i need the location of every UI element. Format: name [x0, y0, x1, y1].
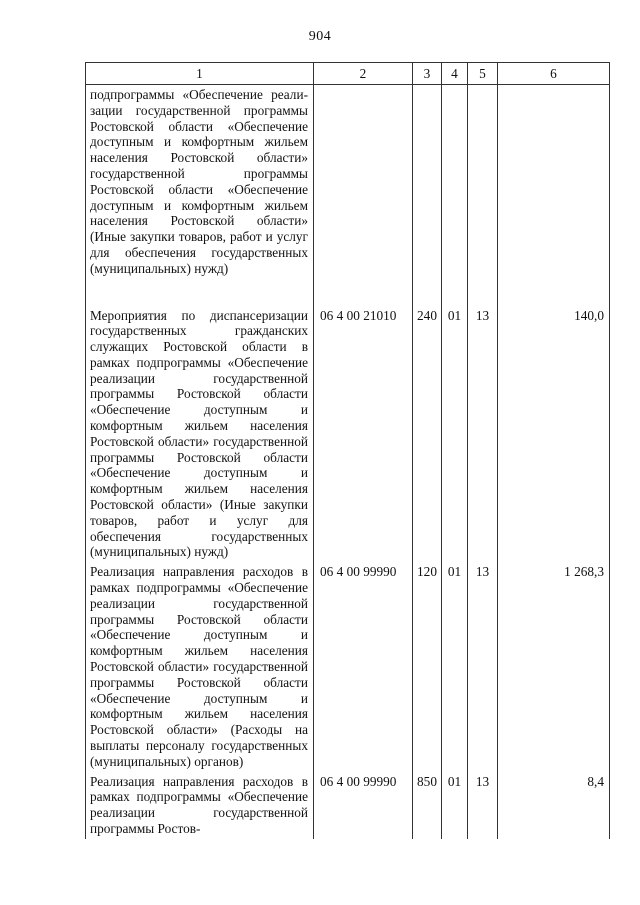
row-amount: 1 268,3: [498, 562, 610, 771]
row-amount: 140,0: [498, 306, 610, 563]
row-section: [442, 85, 468, 306]
column-header-3: 3: [413, 63, 442, 85]
row-description: Мероприятия по диспансеризации государственных гражданских служащих Ростовской области в рамках подпрограммы «Обеспечение реализации государственной программы Ростовской области «Обеспечение доступным и комфортным жильем населения Ростовской области» государственной программы Ростовской области «Обеспечение доступным и комфортным жильем населения Ростовской области» (Иные закупки товаров, работ и услуг для обеспечения государственных (муниципальных) нужд): [86, 306, 314, 563]
row-section: 01: [442, 562, 468, 771]
row-subsection: [468, 85, 498, 306]
column-header-4: 4: [442, 63, 468, 85]
row-description: подпрограммы «Обеспечение реализации государственной программы Ростовской области «Обеспечение доступным и комфортным жильем населения Ростовской области» государственной программы Ростовской области «Обеспечение доступным и комфортным жильем населения Ростовской области» (Иные закупки товаров, работ и услуг для обеспечения государственных (муниципальных) нужд): [86, 85, 314, 306]
page-number: 904: [308, 29, 332, 44]
row-amount: [498, 85, 610, 306]
column-header-6: 6: [498, 63, 610, 85]
column-header-2: 2: [314, 63, 413, 85]
row-expense-type: 850: [413, 772, 442, 839]
row-expense-type: [413, 85, 442, 306]
row-subsection: 13: [468, 562, 498, 771]
row-target-code: 06 4 00 21010: [314, 306, 413, 563]
table-row: [86, 772, 610, 839]
row-subsection: 13: [468, 772, 498, 839]
row-target-code: [314, 85, 413, 306]
row-expense-type: 240: [413, 306, 442, 563]
row-target-code: 06 4 00 99990: [314, 772, 413, 839]
table-body: [86, 85, 610, 839]
budget-table: [85, 62, 610, 839]
row-subsection: 13: [468, 306, 498, 563]
table-row: [86, 306, 610, 563]
column-header-1: 1: [86, 63, 314, 85]
row-target-code: 06 4 00 99990: [314, 562, 413, 771]
row-description: Реализация направления расходов в рамках подпрограммы «Обеспечение реализации государственной программы Ростовской области «Обеспечение доступным и комфортным жильем населения Ростовской области» государственной программы Ростовской области «Обеспечение доступным и комфортным жильем населения Ростовской области» (Расходы на выплаты персоналу государственных (муниципальных) органов): [86, 562, 314, 771]
row-section: 01: [442, 306, 468, 563]
row-expense-type: 120: [413, 562, 442, 771]
table-row: [86, 562, 610, 771]
row-description: Реализация направления расходов в рамках подпрограммы «Обеспечение реализации государственной программы Ростов-: [86, 772, 314, 839]
header-row: [86, 63, 610, 85]
table-header: [86, 63, 610, 85]
table-row: [86, 85, 610, 306]
row-section: 01: [442, 772, 468, 839]
column-header-5: 5: [468, 63, 498, 85]
row-amount: 8,4: [498, 772, 610, 839]
